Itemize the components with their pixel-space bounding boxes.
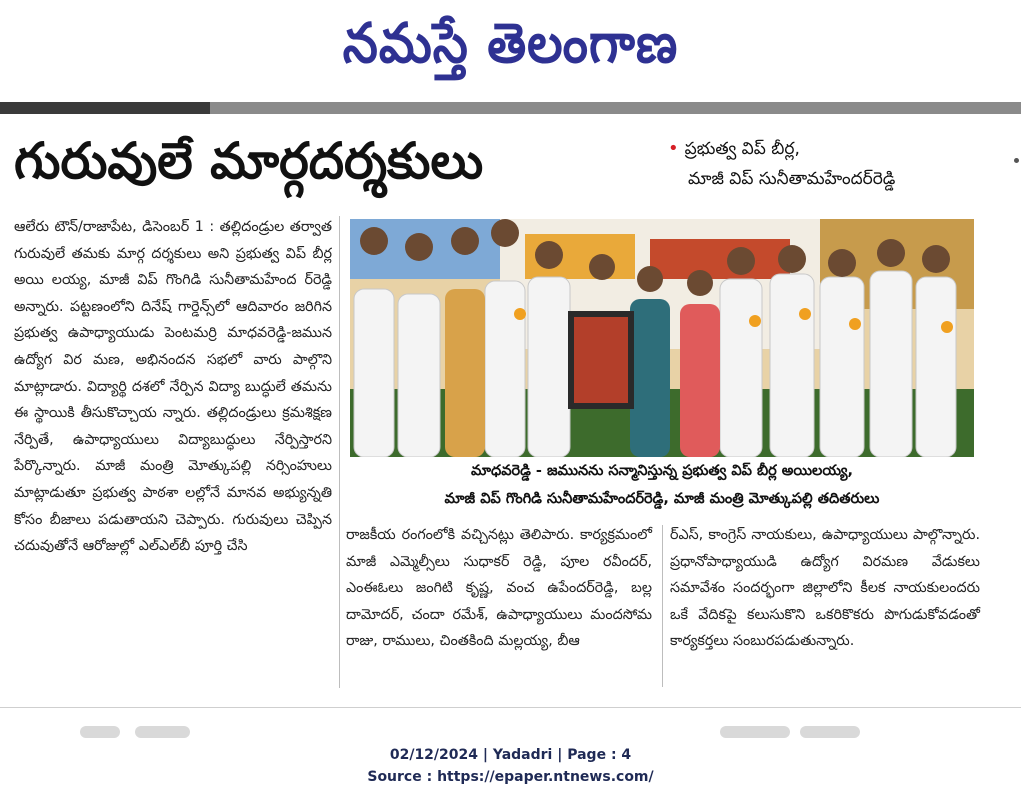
kicker-line-1: ప్రభుత్వ విప్ బీర్ల, [684,139,800,159]
bullet-icon [1014,158,1019,163]
edition-info: 02/12/2024 | Yadadri | Page : 4 [389,747,632,763]
kicker-line-2: మాజీ విప్ సునీతామహేందర్‌రెడ్డి [688,169,896,189]
masthead-rule-dark [0,102,210,114]
article-column-right [670,522,980,655]
article-body-text: ఆలేరు టౌన్/రాజాపేట, డిసెంబర్ 1 : తల్లిదండ్రుల తర్వాత గురువులే తమకు మార్గ దర్శకులు అని ప్రభుత్వ విప్ బీర్ల అయి లయ్య, మాజీ విప్ గొంగిడి సునీతామహేంద ర్‌రెడ్డి అన్నారు. పట్టణంలోని దినేష్ గార్డెన్స్‌లో ఆదివారం జరిగిన ప్రభుత్వ ఉపాధ్యాయుడు పెంటమర్రి మాధవరెడ్డి-జమున ఉద్యోగ విర మణ, అభినందన సభలో వారు పాల్గొని మాట్లాడారు. విద్యార్థి దశలో నేర్పిన విద్యా బుద్ధులే తమను ఈ స్థాయికి తీసుకొచ్చాయ న్నారు. తల్లిదండ్రులు క్రమశిక్షణ నేర్పితే, ఉపాధ్యాయులు విద్యాబుద్ధులు నేర్పిస్తారని పేర్కొన్నారు. మాజీ మంత్రి మోత్కుపల్లి నర్సింహులు మాట్లాడుతూ ప్రభుత్వ పాఠశా లల్లోనే మానవ అభ్యున్నతి కోసం బీజాలు పడుతాయని చెప్పారు. గురువులు చెప్పిన చదువుతోనే ఆరోజుల్లో ఎల్‌ఎల్‌బీ పూర్తి చేసి [14,219,332,555]
adjacent-article-edge [1012,140,1021,660]
photo-caption [350,457,974,517]
article-column-middle [346,522,652,655]
felicitation-photo-illustration [350,219,974,457]
bullet-icon: • [668,138,679,159]
article-body-text: ర్‌ఎస్, కాంగ్రెస్ నాయకులు, ఉపాధ్యాయులు పాల్గొన్నారు. ప్రధానోపాధ్యాయుడి ఉద్యోగ విరమణ వేడుకలు సమావేశం సందర్భంగా జిల్లాలోని కీలక నాయకులందరు ఒకే వేదికపై కలుసుకొని ఒకరికొకరు పొగుడుకోవడంతో కార్యకర్తలు సంబురపడుతున్నారు. [670,527,980,650]
masthead-rule-gray [210,102,1021,114]
page-bottom-rule [0,707,1021,708]
column-divider [662,525,663,687]
article-body-text: రాజకీయ రంగంలోకి వచ్చినట్లు తెలిపారు. కార్యక్రమంలో మాజీ ఎమ్మెల్సీలు సుధాకర్ రెడ్డి, పూల రవీందర్, ఎంఈఓలు జంగిటి కృష్ణ, వంచ ఉపేందర్‌రెడ్డి, బల్ల దామోదర్, చందా రమేశ్, ఉపాధ్యాయులు మందసోమ రాజు, రాములు, చింతకింది మల్లయ్య, బీఆ [346,527,652,650]
epaper-footer [0,744,1021,788]
masthead [0,0,1021,100]
column-divider [339,216,340,688]
cropped-next-article [0,722,1021,742]
article-kicker [668,134,895,194]
source-link[interactable]: Source : https://epaper.ntnews.com/ [367,769,654,785]
photo-caption-line-2: మాజీ విప్ గొంగిడి సునీతామహేందర్‌రెడ్డి, మాజీ మంత్రి మోత్కుపల్లి తదితరులు [444,491,880,507]
newspaper-logo: నమస్తే తెలంగాణ [342,10,679,75]
article-photo [350,219,974,457]
article-column-left [14,214,332,560]
photo-caption-line-1: మాధవరెడ్డి - జమునను సన్మానిస్తున్న ప్రభుత్వ విప్ బీర్ల అయిలయ్య, [471,463,853,479]
article-headline: గురువులే మార్గదర్శకులు [14,132,484,190]
